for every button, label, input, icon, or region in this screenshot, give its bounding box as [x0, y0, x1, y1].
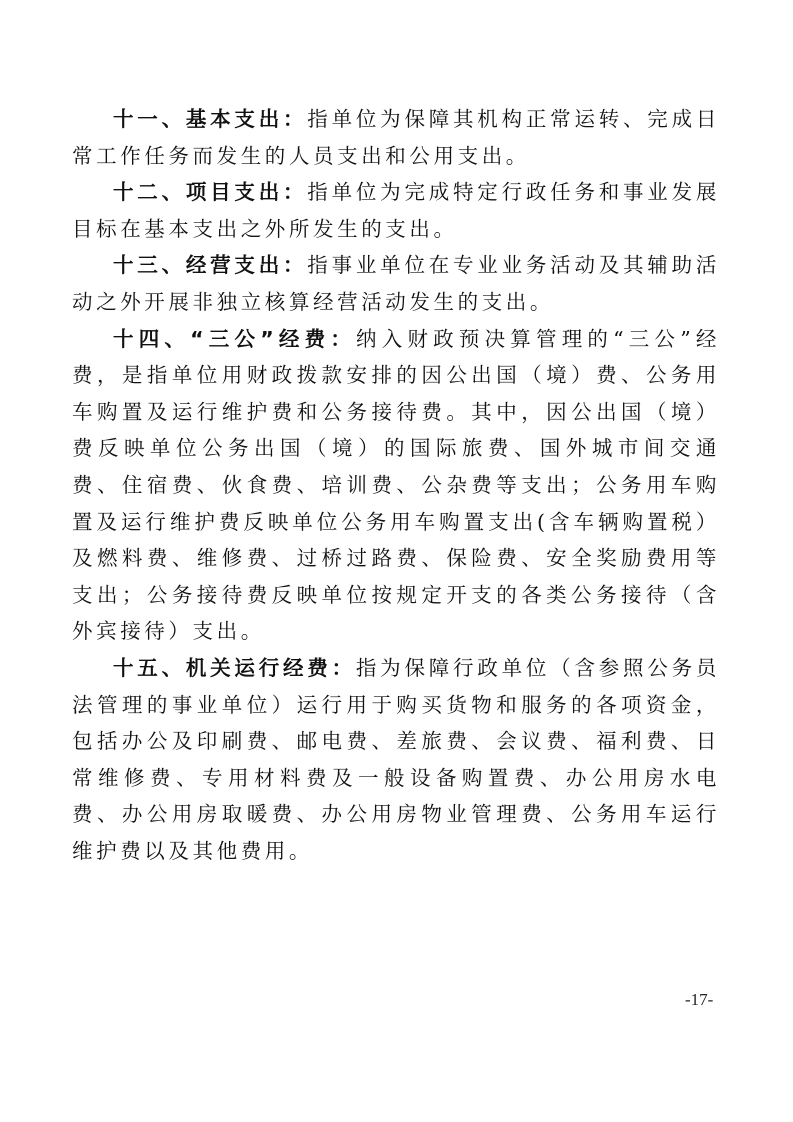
term-three-public-expenses: 十四、“三公”经费： [113, 326, 357, 351]
paragraph-operating-expenditure [72, 247, 720, 320]
paragraph-basic-expenditure [72, 101, 720, 174]
definition-basic-expenditure: 指单位为保障其机构正常运转、完成日常工作任务而发生的人员支出和公用支出。 [72, 107, 720, 168]
term-agency-operating-funds: 十五、机关运行经费： [113, 655, 356, 680]
paragraph-three-public-expenses [72, 321, 720, 650]
definition-agency-operating-funds: 指为保障行政单位（含参照公务员法管理的事业单位）运行用于购买货物和服务的各项资金，包括办公及印刷费、邮电费、差旅费、会议费、福利费、日常维修费、专用材料费及一般设备购置费、办公用房水电费、办公用房取暖费、办公用房物业管理费、公务用车运行维护费以及其他费用。 [72, 655, 720, 863]
definition-operating-expenditure: 指事业单位在专业业务活动及其辅助活动之外开展非独立核算经营活动发生的支出。 [72, 253, 720, 314]
term-operating-expenditure: 十三、经营支出： [113, 253, 308, 278]
definition-project-expenditure: 指单位为完成特定行政任务和事业发展目标在基本支出之外所发生的支出。 [72, 180, 720, 241]
page-number: -17- [685, 990, 714, 1009]
term-basic-expenditure: 十一、基本支出： [113, 107, 308, 131]
document-body [72, 101, 720, 869]
paragraph-agency-operating-funds [72, 650, 720, 870]
definition-three-public-expenses: 纳入财政预决算管理的“三公”经费，是指单位用财政拨款安排的因公出国（境）费、公务用车购置及运行维护费和公务接待费。其中，因公出国（境）费反映单位公务出国（境）的国际旅费、国外城市间交通费、住宿费、伙食费、培训费、公杂费等支出；公务用车购置及运行维护费反映单位公务用车购置支出(含车辆购置税）及燃料费、维修费、过桥过路费、保险费、安全奖励费用等支出；公务接待费反映单位按规定开支的各类公务接待（含外宾接待）支出。 [72, 326, 720, 644]
term-project-expenditure: 十二、项目支出： [113, 180, 308, 205]
paragraph-project-expenditure [72, 174, 720, 247]
